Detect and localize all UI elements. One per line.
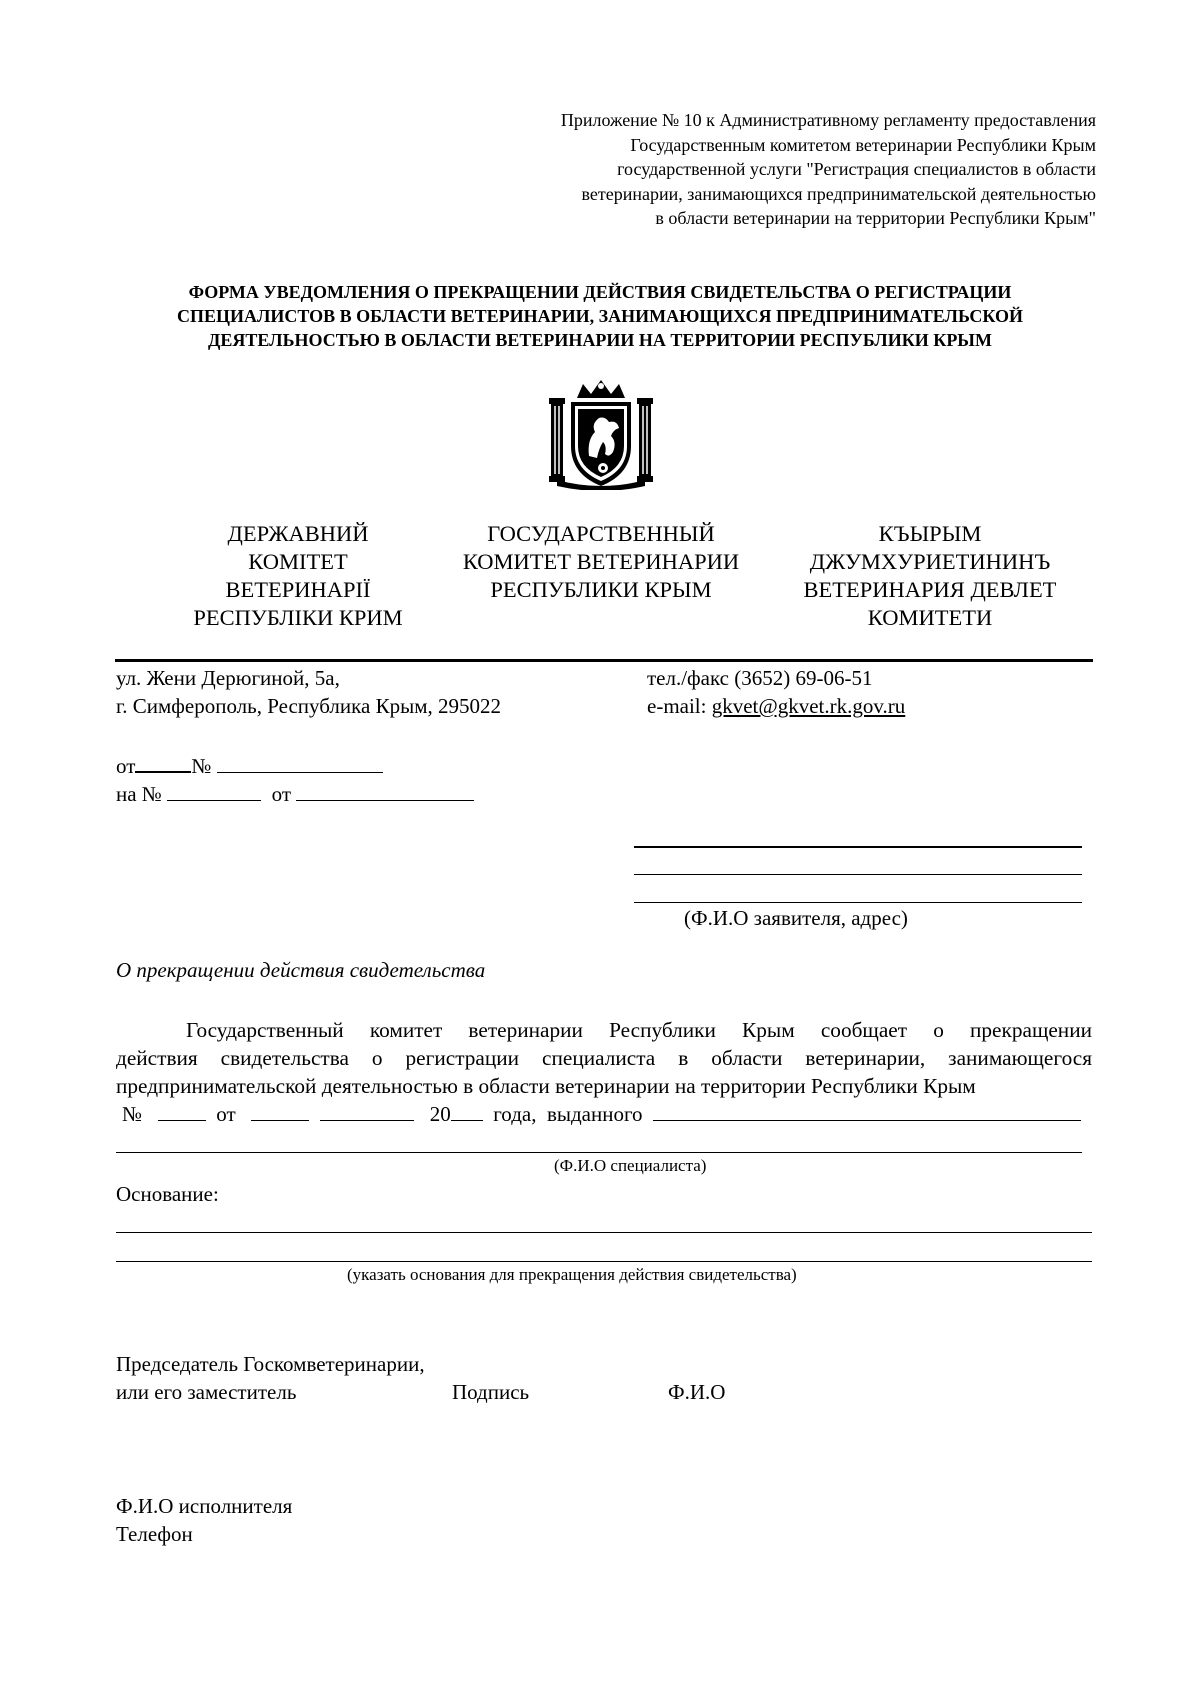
header-line: КОМИТЕТИ (867, 605, 993, 630)
appendix-line: ветеринарии, занимающихся предпринимательской деятельностью (581, 183, 1096, 204)
appendix-line: государственной услуги "Регистрация специалистов в области (617, 159, 1096, 179)
cert-from-label: от (216, 1102, 236, 1126)
cert-issued-label: выданного (546, 1102, 643, 1126)
basis-label: Основание: (116, 1182, 219, 1206)
contact-email-row (647, 692, 905, 720)
from-label: от (116, 754, 136, 778)
email-label: e-mail: (647, 694, 712, 718)
header-line: ВЕТЕРИНАРІЇ (225, 577, 371, 602)
subject-line: О прекращении действия свидетельства (116, 958, 486, 982)
cert-year-label: 20 (429, 1102, 451, 1126)
address-block (116, 664, 501, 720)
body-line: предпринимательской деятельностью в области ветеринарии на территории Республики Крым (116, 1074, 976, 1098)
recipient-line-1[interactable] (634, 846, 1082, 848)
basis-caption: (указать основания для прекращения действия свидетельства) (347, 1265, 797, 1284)
reply-date-field[interactable] (296, 782, 474, 801)
body-line: Государственный комитет ветеринарии Республики Крым сообщает о прекращении (186, 1018, 1092, 1042)
email-link[interactable]: gkvet@gkvet.rk.gov.ru (711, 694, 906, 718)
cert-day-field[interactable] (251, 1102, 309, 1121)
specialist-caption: (Ф.И.О специалиста) (554, 1156, 707, 1175)
executor-name-label: Ф.И.О исполнителя (116, 1494, 293, 1518)
header-line: ГОСУДАРСТВЕННЫЙ (487, 521, 715, 546)
date-field[interactable] (135, 753, 191, 773)
executor-phone-label: Телефон (116, 1522, 193, 1546)
appendix-line: Приложение № 10 к Административному регламенту предоставления (560, 110, 1096, 130)
header-line: ДЖУМХУРИЕТИНИНЪ (809, 549, 1051, 574)
reply-number-label: на № (116, 782, 162, 806)
basis-line-2[interactable] (116, 1261, 1092, 1262)
appendix-line: Государственным комитетом ветеринарии Республики Крым (630, 134, 1096, 155)
cert-issued-to-field[interactable] (653, 1102, 1081, 1121)
cert-year-suffix: года, (493, 1102, 537, 1126)
signatory-name-label: Ф.И.О (668, 1380, 726, 1404)
reply-number-field[interactable] (167, 782, 261, 801)
certificate-row (122, 1100, 1081, 1128)
recipient-line-2[interactable] (634, 874, 1082, 875)
header-line: РЕСПУБЛИКИ КРЫМ (490, 577, 712, 602)
header-line: ВЕТЕРИНАРИЯ ДЕВЛЕТ (803, 577, 1057, 602)
form-title-line: ДЕЯТЕЛЬНОСТЬЮ В ОБЛАСТИ ВЕТЕРИНАРИИ НА ТЕРРИТОРИИ РЕСПУБЛИКИ КРЫМ (208, 330, 992, 350)
cert-month-field[interactable] (320, 1102, 414, 1121)
recipient-line-3[interactable] (634, 902, 1082, 903)
contact-phone: тел./факс (3652) 69-06-51 (647, 666, 873, 690)
specialist-name-line[interactable] (116, 1152, 1082, 1153)
basis-line-1[interactable] (116, 1232, 1092, 1233)
signatory-title-1: Председатель Госкомветеринарии, (116, 1352, 425, 1376)
cert-number-field[interactable] (158, 1102, 206, 1121)
recipient-caption: (Ф.И.О заявителя, адрес) (684, 906, 908, 930)
header-line: КОМИТЕТ ВЕТЕРИНАРИИ (462, 549, 740, 574)
contact-block (647, 664, 905, 720)
header-line: РЕСПУБЛІКИ КРИМ (193, 605, 403, 630)
header-divider (115, 659, 1093, 662)
cert-number-label: № (122, 1102, 143, 1126)
header-russian (446, 520, 756, 604)
header-line: ДЕРЖАВНИЙ (227, 521, 369, 546)
cert-year-field[interactable] (451, 1102, 483, 1121)
signatory-title-2: или его заместитель (116, 1380, 297, 1404)
number-label: № (191, 754, 212, 778)
address-city: г. Симферополь, Республика Крым, 295022 (116, 694, 501, 718)
number-field[interactable] (217, 754, 383, 773)
outgoing-reg-row (116, 752, 383, 780)
header-line: КЪЫРЫМ (878, 521, 982, 546)
crimea-coat-of-arms-icon (547, 380, 655, 490)
form-title-line: СПЕЦИАЛИСТОВ В ОБЛАСТИ ВЕТЕРИНАРИИ, ЗАНИМАЮЩИХСЯ ПРЕДПРИНИМАТЕЛЬСКОЙ (176, 306, 1024, 326)
body-text (116, 1016, 1092, 1100)
reply-reg-row (116, 780, 474, 808)
form-title-line: ФОРМА УВЕДОМЛЕНИЯ О ПРЕКРАЩЕНИИ ДЕЙСТВИЯ СВИДЕТЕЛЬСТВА О РЕГИСТРАЦИИ (188, 282, 1012, 302)
header-line: КОМІТЕТ (248, 549, 348, 574)
reply-from-label: от (271, 782, 292, 806)
signature-label: Подпись (452, 1380, 530, 1404)
appendix-note (476, 108, 1096, 231)
header-crimean-tatar (790, 520, 1070, 632)
address-street: ул. Жени Дерюгиной, 5а, (116, 666, 340, 690)
header-ukrainian (176, 520, 420, 632)
body-line: действия свидетельства о регистрации специалиста в области ветеринарии, занимающегося (116, 1046, 1092, 1070)
appendix-line: в области ветеринарии на территории Республики Крым" (655, 208, 1096, 228)
form-title (100, 280, 1100, 352)
